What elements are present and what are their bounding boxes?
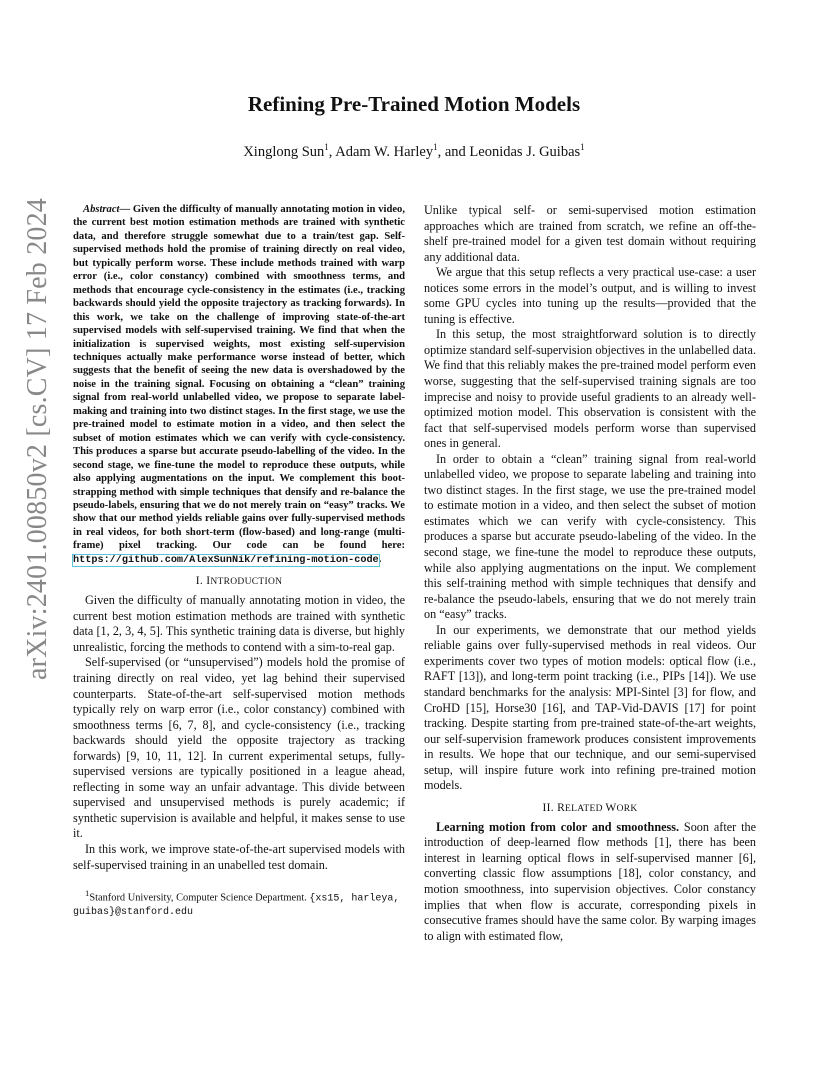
- section-initial: W: [605, 801, 617, 814]
- section-title: ELATED: [565, 803, 606, 814]
- abstract: [73, 203, 405, 567]
- section-title: NTRODUCTION: [210, 577, 283, 588]
- author-name: Xinglong Sun: [243, 143, 325, 160]
- section-number: I.: [195, 575, 207, 588]
- right-column: [424, 203, 756, 944]
- affiliation-footnote: [73, 887, 405, 920]
- paragraph-text: Soon after the introduction of deep-learned flow methods [1], there has been interest in learning optical flows in self-supervised manner [6], converting classic flow assumptions [18], color constancy, and motion smoothness, into supervision objectives. Color constancy implies that when flow is accurate, corresponding pixels in consecutive frames should have the same color. By warping images to align with estimated flow,: [424, 819, 756, 943]
- intro-paragraph: In our experiments, we demonstrate that our method yields reliable gains over fully-supervised methods in real videos. Our experiments cover two types of motion models: optical flow (i.e., RAFT [13]), and long-term point tracking (i.e., PIPs [14]). We use standard benchmarks for the analysis: MPI-Sintel [3] for flow, and CroHD [15], Horse30 [16], and TAP-Vid-DAVIS [17] for point tracking. Despite starting from pre-trained state-of-the-art weights, our self-supervision framework produces consistent improvements in results. We hope that our technique, and our semi-supervised setup, will inspire future work into refining pre-trained motion models.: [424, 622, 756, 793]
- paragraph-lead: Learning motion from color and smoothness.: [436, 819, 680, 834]
- affiliation-mark: 1: [324, 142, 329, 152]
- paper-title: Refining Pre-Trained Motion Models: [247, 92, 581, 116]
- author-name: Adam W. Harley: [335, 143, 434, 160]
- intro-paragraph: We argue that this setup reflects a very practical use-case: a user notices some errors in the model’s output, and is willing to invest some GPU cycles into tuning up the results—provided that the tuning is effective.: [424, 265, 756, 326]
- intro-paragraph: In this work, we improve state-of-the-art supervised models with self-supervised training in an unabelled test domain.: [73, 841, 405, 872]
- intro-paragraph: In order to obtain a “clean” training signal from real-world unlabelled video, we propose to separate labeling and training into two distinct stages. In the first stage, we use the pre-trained model to estimate motion in a video, and then select the subset of motion estimates which we can verify with cycle-consistency. This produces a sparse but accurate pseudo-labeling of the video. In the second stage, we fine-tune the model to reproduce these outputs, while also applying augmentations on the input. We complement this self-training method with simple techniques that densify and re-balance the pseudo-labels, ensuring that we do not merely train on “easy” tracks.: [424, 451, 756, 622]
- arxiv-identifier: arXiv:2401.00850v2 [cs.CV] 17 Feb 2024: [22, 197, 53, 680]
- related-paragraph: [424, 820, 756, 944]
- section-initial: I: [206, 575, 211, 588]
- section-heading-related-work: [424, 802, 756, 814]
- left-column: [73, 203, 405, 920]
- author-separator: , and: [437, 143, 470, 160]
- intro-paragraph: In this setup, the most straightforward solution is to directly optimize standard self-supervision objectives in the unlabelled data. We find that this reliably makes the pre-trained model perform even worse, suggesting that the self-supervised training signals are too imprecise and noisy to provide useful gradients to an already well-optimized motion model. This observation is consistent with the fact that self-supervised models perform worse than supervised ones in general.: [424, 327, 756, 451]
- abstract-label: Abstract: [83, 204, 120, 215]
- author-list: [0, 142, 828, 161]
- intro-paragraph: Self-supervised (or “unsupervised”) models hold the promise of training directly on real video, yet lag behind their supervised counterparts. State-of-the-art self-supervised motion methods typically rely on warp error (i.e., color constancy) combined with smoothness terms [6, 7, 8], and cycle-consistency (i.e., tracking backwards should yield the opposite trajectory as tracking forwards) [9, 10, 11, 12]. In current experimental setups, fully-supervised versions are typically positioned in a league ahead, reflecting in some way an unfair advantage. This divide between supervised and unsupervised methods is purely academic; if synthetic supervision is available and helpful, it makes sense to use it.: [73, 655, 405, 841]
- author-emails: {xs15, harleya, guibas}@stanford.edu: [73, 893, 400, 919]
- section-number: II.: [542, 801, 558, 814]
- code-link[interactable]: https://github.com/AlexSunNik/refining-motion-code: [73, 554, 379, 566]
- intro-paragraph: Unlike typical self- or semi-supervised motion estimation approaches which are trained from scratch, we refine an off-the-shelf pre-trained model for a given test domain without requiring any additional data.: [424, 203, 756, 264]
- abstract-dash: —: [119, 204, 133, 215]
- footnote-mark: 1: [85, 888, 90, 899]
- abstract-end: .: [378, 553, 382, 565]
- author-name: Leonidas J. Guibas: [469, 143, 581, 160]
- section-heading-introduction: [73, 575, 405, 587]
- affiliation-mark: 1: [433, 142, 438, 152]
- abstract-text: Given the difficulty of manually annotating motion in video, the current best motion estimation methods are trained with synthetic data, and therefore struggle somewhat due to a train/test gap. Self-supervised methods hold the promise of training directly on real video, but typically perform worse. These include methods trained with warp error (i.e., color constancy) combined with smoothness terms, and methods that encourage cycle-consistency in the estimates (i.e., tracking backwards should yield the opposite trajectory as tracking forwards). In this work, we take on the challenge of improving state-of-the-art supervised models with self-supervised training. We find that when the initialization is supervised weights, most existing self-supervision techniques actually make performance worse instead of better, which suggests that the benefit of seeing the new data is overshadowed by the noise in the training signal. Focusing on obtaining a “clean” training signal from real-world unlabelled video, we propose to separate label-making and training into two distinct stages. In the first stage, we use the pre-trained model to estimate motion in a video, and then select the subset of motion estimates which we can verify with cycle-consistency. This produces a sparse but accurate pseudo-labelling of the video. In the second stage, we fine-tune the model to reproduce these outputs, while also applying augmentations on the input. We complement this boot-strapping method with simple techniques that densify and re-balance the pseudo-labels, ensuring that we do not merely train on “easy” tracks. We show that our method yields reliable gains over fully-supervised methods in real videos, for both short-term (flow-based) and long-range (multi-frame) pixel tracking. Our code can be found here:: [73, 204, 406, 552]
- section-initial: R: [557, 801, 566, 814]
- intro-paragraph: Given the difficulty of manually annotating motion in video, the current best motion estimation methods are trained with synthetic data [1, 2, 3, 4, 5]. This synthetic training data is diverse, but highly unrealistic, forcing the methods to contend with a sim-to-real gap.: [73, 593, 405, 654]
- affiliation-mark: 1: [580, 142, 585, 152]
- footnote-text: Stanford University, Computer Science Department.: [89, 892, 310, 904]
- author-separator: ,: [328, 143, 336, 160]
- section-title: ORK: [616, 803, 638, 814]
